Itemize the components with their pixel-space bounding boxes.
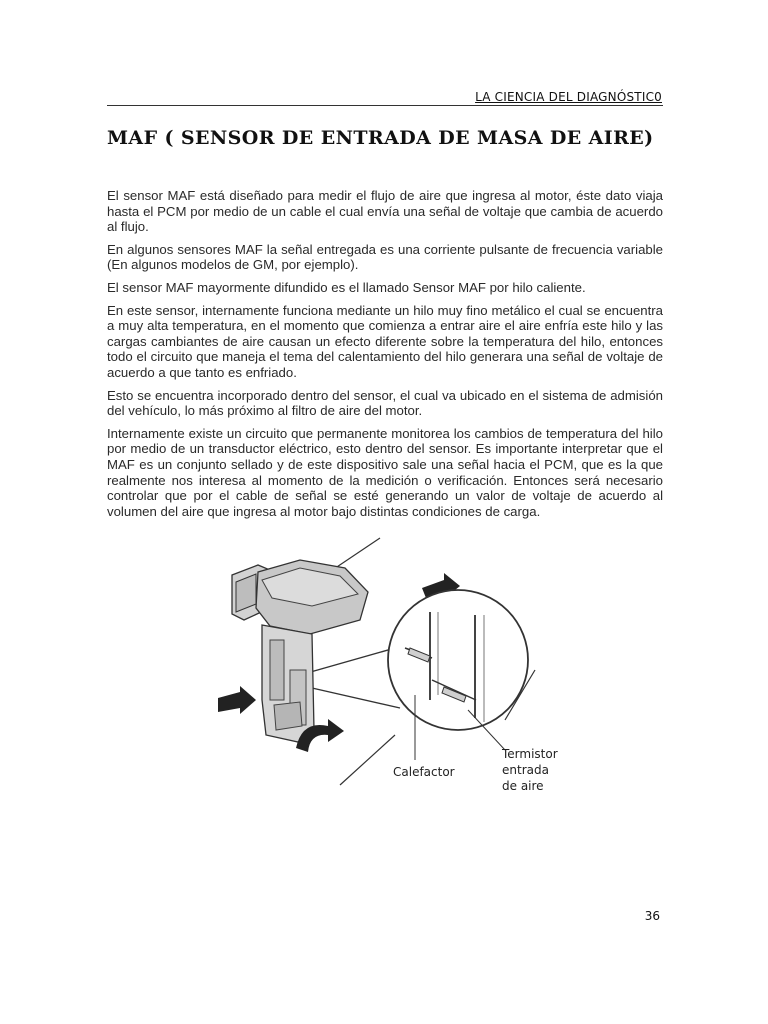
paragraph: El sensor MAF mayormente difundido es el llamado Sensor MAF por hilo caliente. — [107, 279, 586, 295]
paragraph: Esto se encuentra incorporado dentro del sensor, el cual va ubicado en el sistema de admisión del vehículo, lo más próximo al filtro de aire del motor. — [107, 387, 663, 419]
paragraph: En este sensor, internamente funciona mediante un hilo muy fino metálico el cual se encuentra a muy alta temperatura, en el momento que comienza a entrar aire el aire enfría este hilo y las cargas cambiantes de aire causan un efecto diferente sobre la temperatura del hilo, entonces todo el circuito que maneja el tema del calentamiento del hilo generara una señal de voltaje de acuerdo a que tanto es enfriado. — [107, 302, 663, 380]
heater-label: Calefactor — [393, 765, 455, 779]
thermistor-label: Termistor entrada de aire — [502, 747, 558, 793]
maf-sensor-figure — [200, 530, 560, 810]
paragraph: En algunos sensores MAF la señal entregada es una corriente pulsante de frecuencia variable (En algunos modelos de GM, por ejemplo). — [107, 241, 663, 273]
paragraph: El sensor MAF está diseñado para medir el flujo de aire que ingresa al motor, éste dato viaja hasta el PCM por medio de un cable el cual envía una señal de voltaje que cambia de acuerdo al flujo. — [107, 188, 663, 235]
page-title: MAF ( SENSOR DE ENTRADA DE MASA DE AIRE) — [107, 127, 654, 149]
body-text — [107, 188, 663, 526]
page-number: 36 — [644, 909, 660, 923]
header-rule — [107, 105, 663, 106]
paragraph: Internamente existe un circuito que permanente monitorea los cambios de temperatura del hilo por medio de un transductor eléctrico, esto dentro del sensor. Es importante interpretar que el MAF es un conjunto sellado y de este dispositivo sale una señal hacia el PCM, que es la que realmente nos interesa al momento de la medición o verificación. Entonces será necesario controlar que por el cable de señal se esté generando un valor de voltaje de acuerdo al volumen del aire que ingresa al motor bajo distintas condiciones de carga. — [107, 425, 663, 519]
running-header: LA CIENCIA DEL DIAGNÓSTIC0 — [475, 90, 662, 104]
